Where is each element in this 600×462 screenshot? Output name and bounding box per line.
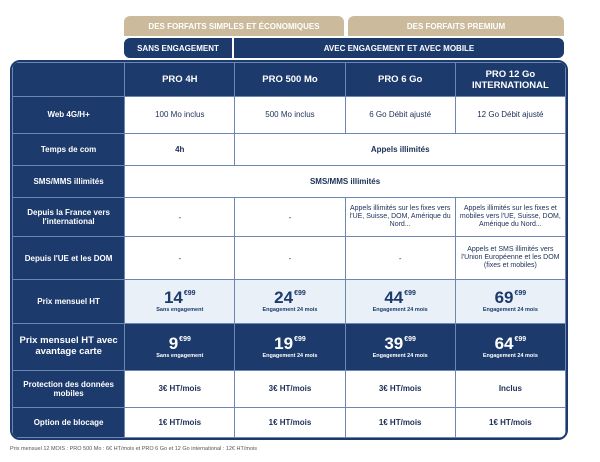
price-integer: 64 (494, 333, 514, 353)
row-label: Web 4G/H+ (13, 97, 125, 134)
price-decimal: €99 (514, 335, 527, 343)
row-label: SMS/MMS illimités (13, 166, 125, 198)
price-cell (345, 323, 455, 370)
cell-value: Appels et SMS illimités vers l'Union Européenne et les DOM (fixes et mobiles) (455, 237, 565, 280)
plan-pro-12go: PRO 12 Go INTERNATIONAL (455, 63, 565, 97)
price-integer: 69 (494, 288, 514, 308)
price-decimal: €99 (404, 335, 416, 343)
price-decimal: €99 (179, 335, 191, 343)
price-integer: 24 (274, 288, 294, 308)
pricing-table (10, 60, 568, 440)
offer-category-tabs (124, 16, 564, 36)
cell-merged-value: Appels illimités (235, 133, 566, 165)
row-label: Protection des données mobiles (13, 371, 125, 408)
cell-value: 4h (125, 133, 235, 165)
price-note: Engagement 24 mois (482, 352, 538, 359)
header-with-commitment: AVEC ENGAGEMENT ET AVEC MOBILE (234, 38, 564, 58)
row-web (13, 97, 566, 134)
row-label: Prix mensuel HT (13, 280, 125, 323)
row-ue-dom (13, 237, 566, 280)
row-prix-avantage-carte (13, 323, 566, 370)
price-note: Engagement 24 mois (262, 307, 318, 314)
price-integer: 9 (168, 333, 179, 353)
cell-value: Appels illimités sur les fixes et mobiles vers l'UE, Suisse, DOM, Amérique du Nord... (455, 198, 565, 237)
price-note: Engagement 24 mois (372, 352, 428, 359)
header-no-commitment: SANS ENGAGEMENT (124, 38, 232, 58)
corner-cell (13, 63, 125, 97)
row-international (13, 198, 566, 237)
cell-merged-value: SMS/MMS illimités (125, 166, 566, 198)
row-label: Option de blocage (13, 407, 125, 437)
price-decimal: €99 (294, 335, 306, 343)
price-integer: 44 (384, 288, 404, 308)
price-cell (345, 280, 455, 323)
price-cell (455, 280, 565, 323)
cell-value: 3€ HT/mois (235, 371, 345, 408)
price-decimal: €99 (294, 290, 306, 298)
cell-value: - (345, 237, 455, 280)
cell-value: 1€ HT/mois (455, 407, 565, 437)
price-note: Engagement 24 mois (482, 307, 538, 314)
price-integer: 19 (274, 333, 294, 353)
row-temps-com (13, 133, 566, 165)
cell-value: 12 Go Débit ajusté (455, 97, 565, 134)
row-label: Depuis l'UE et les DOM (13, 237, 125, 280)
cell-value: 1€ HT/mois (235, 407, 345, 437)
price-integer: 14 (163, 288, 183, 308)
price-decimal: €99 (183, 290, 196, 298)
price-cell (235, 323, 345, 370)
price-note: Engagement 24 mois (372, 307, 428, 314)
cell-value: - (235, 237, 345, 280)
plan-header-row (13, 63, 566, 97)
row-label: Temps de com (13, 133, 125, 165)
price-decimal: €99 (514, 290, 527, 298)
row-label: Depuis la France vers l'international (13, 198, 125, 237)
cell-value: - (125, 198, 235, 237)
cell-value: 3€ HT/mois (125, 371, 235, 408)
cell-value: - (125, 237, 235, 280)
tag-premium-offers: DES FORFAITS PREMIUM (348, 16, 564, 36)
price-integer: 39 (384, 333, 404, 353)
row-sms (13, 166, 566, 198)
price-cell (125, 323, 235, 370)
cell-value: Appels illimités sur les fixes vers l'UE, Suisse, DOM, Amérique du Nord... (345, 198, 455, 237)
cell-value: 1€ HT/mois (125, 407, 235, 437)
price-note: Sans engagement (156, 352, 204, 359)
cell-value: - (235, 198, 345, 237)
cell-value: 1€ HT/mois (345, 407, 455, 437)
tag-simple-offers: DES FORFAITS SIMPLES ET ÉCONOMIQUES (124, 16, 344, 36)
price-cell (125, 280, 235, 323)
cell-value: 3€ HT/mois (345, 371, 455, 408)
commitment-headers (124, 38, 564, 58)
cell-value: 500 Mo inclus (235, 97, 345, 134)
price-decimal: €99 (404, 290, 416, 298)
row-label: Prix mensuel HT avec avantage carte (13, 323, 125, 370)
plan-pro-6go: PRO 6 Go (345, 63, 455, 97)
cell-value: Inclus (455, 371, 565, 408)
price-note: Engagement 24 mois (262, 352, 318, 359)
cell-value: 6 Go Débit ajusté (345, 97, 455, 134)
cell-value: 100 Mo inclus (125, 97, 235, 134)
row-protection (13, 371, 566, 408)
row-blocage (13, 407, 566, 437)
footnote: Prix mensuel 12 MOIS : PRO 500 Mo : 6€ HT/mois et PRO 6 Go et 12 Go international : 12€ HT/mois (10, 446, 257, 452)
plan-pro-4h: PRO 4H (125, 63, 235, 97)
row-prix-mensuel (13, 280, 566, 323)
price-note: Sans engagement (156, 307, 204, 314)
price-cell (455, 323, 565, 370)
plan-pro-500mo: PRO 500 Mo (235, 63, 345, 97)
price-cell (235, 280, 345, 323)
